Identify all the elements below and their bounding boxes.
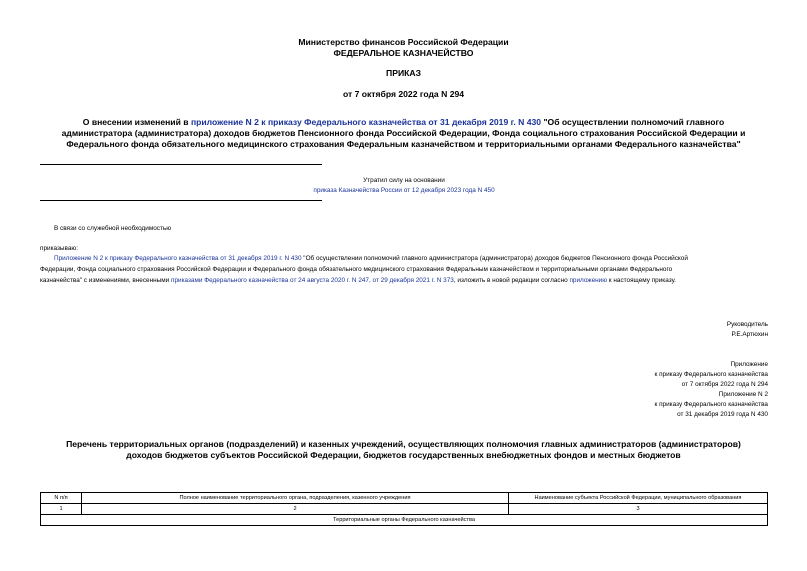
appendix-line-2: к приказу Федерального казначейства [654, 371, 768, 378]
paragraph-link-orders[interactable]: приказами Федерального казначейства от 24 августа 2020 г. N 247, от 29 декабря 2021 г. N 373 [170, 277, 454, 284]
paragraph-line-3 [40, 276, 676, 285]
list-title-line-2: доходов бюджетов субъектов Российской Федерации, бюджетов государственных внебюджетных фондов и местных бюджетов [126, 450, 681, 460]
paragraph-line-1 [54, 254, 688, 263]
status-repeal-link[interactable]: приказа Казначейства России от 12 декабря 2023 года N 450 [313, 187, 495, 194]
paragraph-link-attachment[interactable]: приложению [569, 277, 608, 284]
paragraph-text-3b: , изложить в новой редакции согласно [453, 277, 570, 284]
appendix-line-3: от 7 октября 2022 года N 294 [681, 381, 768, 388]
signature-name: Р.Е.Артюхин [731, 331, 768, 338]
intro-text: В связи со служебной необходимостью [54, 225, 172, 232]
status-line-1: Утратил силу на основании [363, 177, 445, 184]
table-number-cell: 3 [509, 504, 768, 515]
table-section-cell: Территориальные органы Федерального казначейства [41, 515, 768, 526]
paragraph-text-3a: казначейства" с изменениями, внесенными [40, 277, 171, 284]
doc-date-number: от 7 октября 2022 года N 294 [342, 89, 465, 99]
table-number-cell: 2 [82, 504, 509, 515]
divider-top [40, 164, 322, 165]
appendix-line-1: Приложение [730, 361, 768, 368]
order-word: приказываю: [40, 245, 78, 252]
ministry-name: Министерство финансов Российской Федерации [298, 37, 509, 47]
paragraph-text-1: "Об осуществлении полномочий главного администратора (администратора) доходов бюджетов Пенсионного фонда Российской [301, 255, 688, 262]
table-header-cell: Наименование субъекта Российской Федерации, муниципального образования [509, 493, 768, 504]
doc-title-line-3: Федерального фонда обязательного медицинского страхования Федеральным казначейством и территориальными органами Федерального казначейства" [66, 139, 741, 149]
territorial-bodies-table [40, 492, 768, 526]
table-header-cell: Полное наименование территориального органа, подразделения, казенного учреждения [82, 493, 509, 504]
list-title-line-1: Перечень территориальных органов (подразделений) и казенных учреждений, осуществляющих полномочия главных администраторов (администраторов) [66, 439, 741, 449]
title-prefix: О внесении изменений в [82, 117, 191, 127]
doc-type: ПРИКАЗ [386, 68, 421, 78]
divider-bottom [40, 200, 322, 201]
paragraph-text-3c: к настоящему приказу. [607, 277, 676, 284]
appendix-line-4: Приложение N 2 [718, 391, 768, 398]
paragraph-link-appendix[interactable]: Приложение N 2 к приказу Федерального казначейства от 31 декабря 2019 г. N 430 [54, 255, 302, 262]
appendix-line-6: от 31 декабря 2019 года N 430 [677, 411, 768, 418]
table-number-cell: 1 [41, 504, 82, 515]
doc-title-line-1 [0, 117, 807, 128]
paragraph-line-2: Федерации, Фонда социального страхования Российской Федерации и Федерального фонда обязательного медицинского страхования Федеральным казначейством и территориальными органами Федерального [40, 266, 673, 273]
title-link-appendix[interactable]: приложение N 2 к приказу Федерального казначейства от 31 декабря 2019 г. N 430 [190, 117, 542, 127]
agency-name: ФЕДЕРАЛЬНОЕ КАЗНАЧЕЙСТВО [333, 48, 474, 58]
doc-title-line-2: администратора (администратора) доходов бюджетов Пенсионного фонда Российской Федерации, Фонда социального страхования Российской Федерации и [61, 128, 746, 138]
status-line-2 [40, 186, 768, 195]
table-header-row [41, 493, 768, 504]
table-section-row [41, 515, 768, 526]
appendix-line-5: к приказу Федерального казначейства [654, 401, 768, 408]
table-number-row [41, 504, 768, 515]
table-header-cell: N п/п [41, 493, 82, 504]
signature-role: Руководитель [726, 321, 768, 328]
title-suffix: "Об осуществлении полномочий главного [541, 117, 725, 127]
